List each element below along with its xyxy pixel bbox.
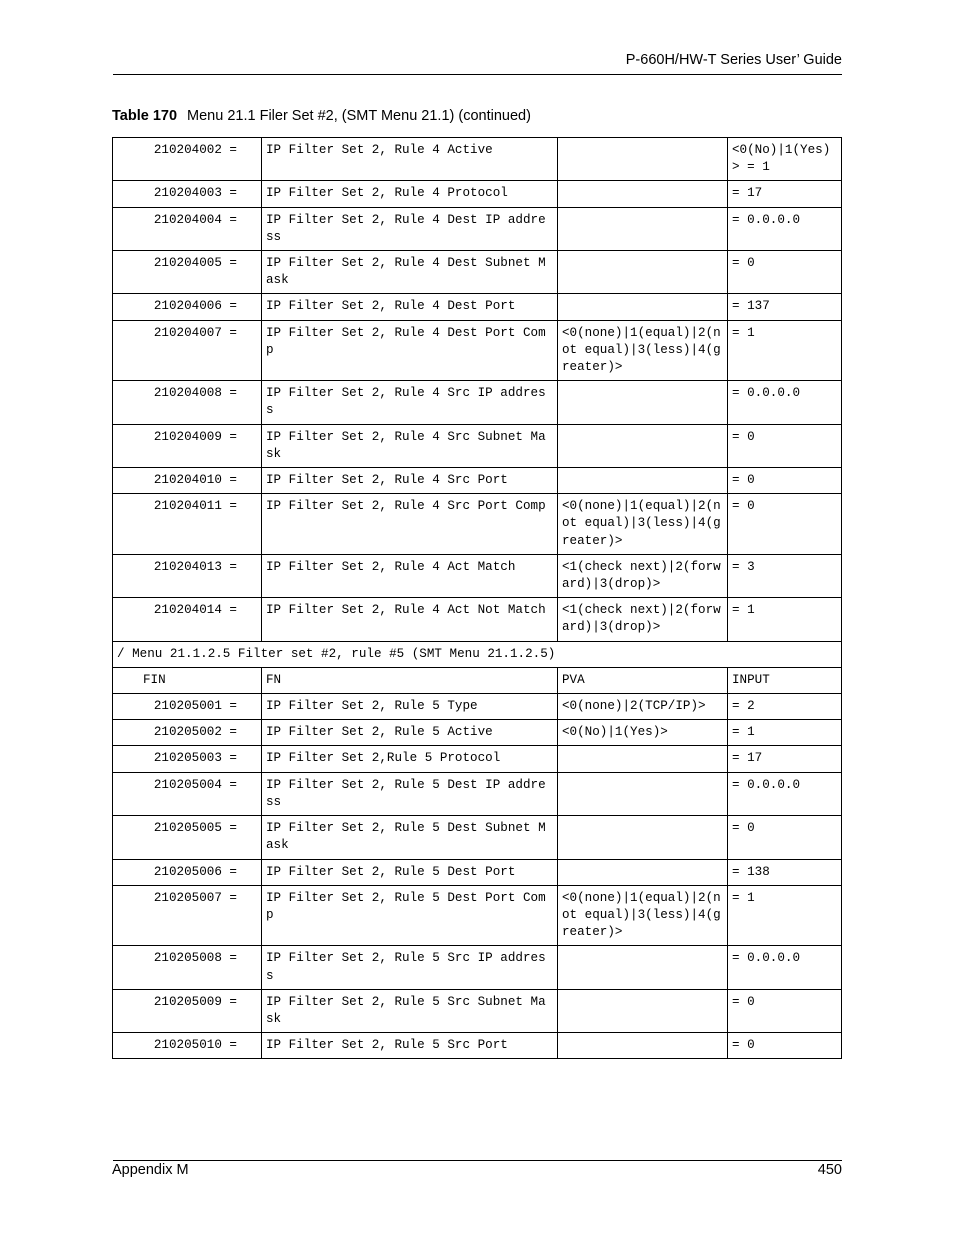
input-cell: = 0	[728, 468, 842, 494]
input-cell: = 0	[728, 816, 842, 859]
pva-cell	[558, 381, 728, 424]
fn-cell: IP Filter Set 2, Rule 4 Dest IP address	[262, 207, 558, 250]
table-row	[113, 181, 842, 207]
pva-cell	[558, 946, 728, 989]
pva-cell	[558, 859, 728, 885]
pva-cell	[558, 746, 728, 772]
table-row	[113, 251, 842, 294]
input-cell: = 17	[728, 746, 842, 772]
fn-cell: IP Filter Set 2, Rule 4 Dest Subnet Mask	[262, 251, 558, 294]
column-header-pva: PVA	[558, 667, 728, 693]
rule-5-rows	[113, 694, 842, 1059]
section-rows	[113, 641, 842, 693]
fin-cell: 210204007 =	[113, 320, 262, 381]
fn-cell: IP Filter Set 2, Rule 5 Type	[262, 694, 558, 720]
fin-cell: 210204005 =	[113, 251, 262, 294]
table-row	[113, 989, 842, 1032]
input-cell: = 1	[728, 885, 842, 946]
input-cell: = 1	[728, 320, 842, 381]
input-cell: = 0	[728, 1033, 842, 1059]
fn-cell: IP Filter Set 2, Rule 4 Dest Port Comp	[262, 320, 558, 381]
fn-cell: IP Filter Set 2, Rule 5 Src IP address	[262, 946, 558, 989]
table-row	[113, 1033, 842, 1059]
input-cell: = 0.0.0.0	[728, 381, 842, 424]
input-cell: = 0.0.0.0	[728, 946, 842, 989]
fin-cell: 210204004 =	[113, 207, 262, 250]
fin-cell: 210204014 =	[113, 598, 262, 641]
fn-cell: IP Filter Set 2, Rule 5 Active	[262, 720, 558, 746]
fn-cell: IP Filter Set 2, Rule 5 Src Subnet Mask	[262, 989, 558, 1032]
input-cell: = 0.0.0.0	[728, 207, 842, 250]
table-row	[113, 294, 842, 320]
input-cell: = 0	[728, 424, 842, 467]
fn-cell: IP Filter Set 2, Rule 4 Src Subnet Mask	[262, 424, 558, 467]
column-header-row	[113, 667, 842, 693]
input-cell: = 0	[728, 494, 842, 555]
pva-cell	[558, 989, 728, 1032]
fn-cell: IP Filter Set 2,Rule 5 Protocol	[262, 746, 558, 772]
table-row	[113, 494, 842, 555]
input-cell: = 1	[728, 598, 842, 641]
section-title-row	[113, 641, 842, 667]
pva-cell: <0(none)|1(equal)|2(not equal)|3(less)|4(greater)>	[558, 320, 728, 381]
pva-cell	[558, 424, 728, 467]
fn-cell: IP Filter Set 2, Rule 5 Dest Port Comp	[262, 885, 558, 946]
fin-cell: 210204011 =	[113, 494, 262, 555]
fn-cell: IP Filter Set 2, Rule 5 Src Port	[262, 1033, 558, 1059]
table-row	[113, 720, 842, 746]
section-title: / Menu 21.1.2.5 Filter set #2, rule #5 (SMT Menu 21.1.2.5)	[113, 641, 842, 667]
footer-page-number: 450	[817, 1162, 842, 1178]
fin-cell: 210205005 =	[113, 816, 262, 859]
fin-cell: 210204009 =	[113, 424, 262, 467]
pva-cell: <1(check next)|2(forward)|3(drop)>	[558, 554, 728, 597]
running-header-title: P-660H/HW-T Series User’ Guide	[625, 52, 842, 68]
fin-cell: 210204006 =	[113, 294, 262, 320]
fn-cell: IP Filter Set 2, Rule 5 Dest Port	[262, 859, 558, 885]
fin-cell: 210205003 =	[113, 746, 262, 772]
fin-cell: 210204013 =	[113, 554, 262, 597]
table-row	[113, 598, 842, 641]
input-cell: = 138	[728, 859, 842, 885]
table-row	[113, 138, 842, 181]
pva-cell: <0(none)|1(equal)|2(not equal)|3(less)|4(greater)>	[558, 494, 728, 555]
fn-cell: IP Filter Set 2, Rule 5 Dest Subnet Mask	[262, 816, 558, 859]
footer-divider	[113, 1160, 842, 1161]
fn-cell: IP Filter Set 2, Rule 4 Protocol	[262, 181, 558, 207]
table-row	[113, 859, 842, 885]
pva-cell: <0(none)|2(TCP/IP)>	[558, 694, 728, 720]
input-cell: = 17	[728, 181, 842, 207]
input-cell: = 2	[728, 694, 842, 720]
fn-cell: IP Filter Set 2, Rule 4 Src IP address	[262, 381, 558, 424]
pva-cell: <1(check next)|2(forward)|3(drop)>	[558, 598, 728, 641]
table-row	[113, 320, 842, 381]
table-row	[113, 424, 842, 467]
header-divider	[113, 74, 842, 75]
table-row	[113, 554, 842, 597]
fn-cell: IP Filter Set 2, Rule 4 Active	[262, 138, 558, 181]
fn-cell: IP Filter Set 2, Rule 4 Act Not Match	[262, 598, 558, 641]
fin-cell: 210204002 =	[113, 138, 262, 181]
input-cell: = 137	[728, 294, 842, 320]
column-header-input: INPUT	[728, 667, 842, 693]
pva-cell	[558, 294, 728, 320]
fin-cell: 210204008 =	[113, 381, 262, 424]
fin-cell: 210205010 =	[113, 1033, 262, 1059]
table-row	[113, 694, 842, 720]
fn-cell: IP Filter Set 2, Rule 4 Src Port	[262, 468, 558, 494]
fn-cell: IP Filter Set 2, Rule 4 Src Port Comp	[262, 494, 558, 555]
table-row	[113, 772, 842, 815]
pva-cell: <0(none)|1(equal)|2(not equal)|3(less)|4(greater)>	[558, 885, 728, 946]
column-header-fn: FN	[262, 667, 558, 693]
pva-cell	[558, 468, 728, 494]
fin-cell: 210205008 =	[113, 946, 262, 989]
fn-cell: IP Filter Set 2, Rule 4 Act Match	[262, 554, 558, 597]
input-cell: <0(No)|1(Yes)> = 1	[728, 138, 842, 181]
table-row	[113, 746, 842, 772]
pva-cell	[558, 181, 728, 207]
rule-4-rows	[113, 138, 842, 642]
fin-cell: 210205006 =	[113, 859, 262, 885]
table-row	[113, 816, 842, 859]
table-caption-label: Table 170	[112, 108, 178, 124]
table-row	[113, 946, 842, 989]
fin-cell: 210205001 =	[113, 694, 262, 720]
table-row	[113, 381, 842, 424]
input-cell: = 1	[728, 720, 842, 746]
filter-set-table	[112, 137, 842, 1059]
pva-cell	[558, 816, 728, 859]
pva-cell	[558, 207, 728, 250]
fin-cell: 210205009 =	[113, 989, 262, 1032]
fin-cell: 210204010 =	[113, 468, 262, 494]
fin-cell: 210205004 =	[113, 772, 262, 815]
pva-cell	[558, 138, 728, 181]
table-caption	[112, 108, 531, 124]
pva-cell: <0(No)|1(Yes)>	[558, 720, 728, 746]
table-row	[113, 468, 842, 494]
input-cell: = 0	[728, 989, 842, 1032]
footer-section-label: Appendix M	[112, 1162, 189, 1178]
fn-cell: IP Filter Set 2, Rule 4 Dest Port	[262, 294, 558, 320]
fin-cell: 210205002 =	[113, 720, 262, 746]
pva-cell	[558, 1033, 728, 1059]
fin-cell: 210205007 =	[113, 885, 262, 946]
table-caption-text: Menu 21.1 Filer Set #2, (SMT Menu 21.1) (continued)	[187, 108, 531, 124]
input-cell: = 0.0.0.0	[728, 772, 842, 815]
table-row	[113, 207, 842, 250]
fn-cell: IP Filter Set 2, Rule 5 Dest IP address	[262, 772, 558, 815]
input-cell: = 3	[728, 554, 842, 597]
input-cell: = 0	[728, 251, 842, 294]
pva-cell	[558, 772, 728, 815]
pva-cell	[558, 251, 728, 294]
fin-cell: 210204003 =	[113, 181, 262, 207]
column-header-fin: FIN	[113, 667, 262, 693]
table-row	[113, 885, 842, 946]
